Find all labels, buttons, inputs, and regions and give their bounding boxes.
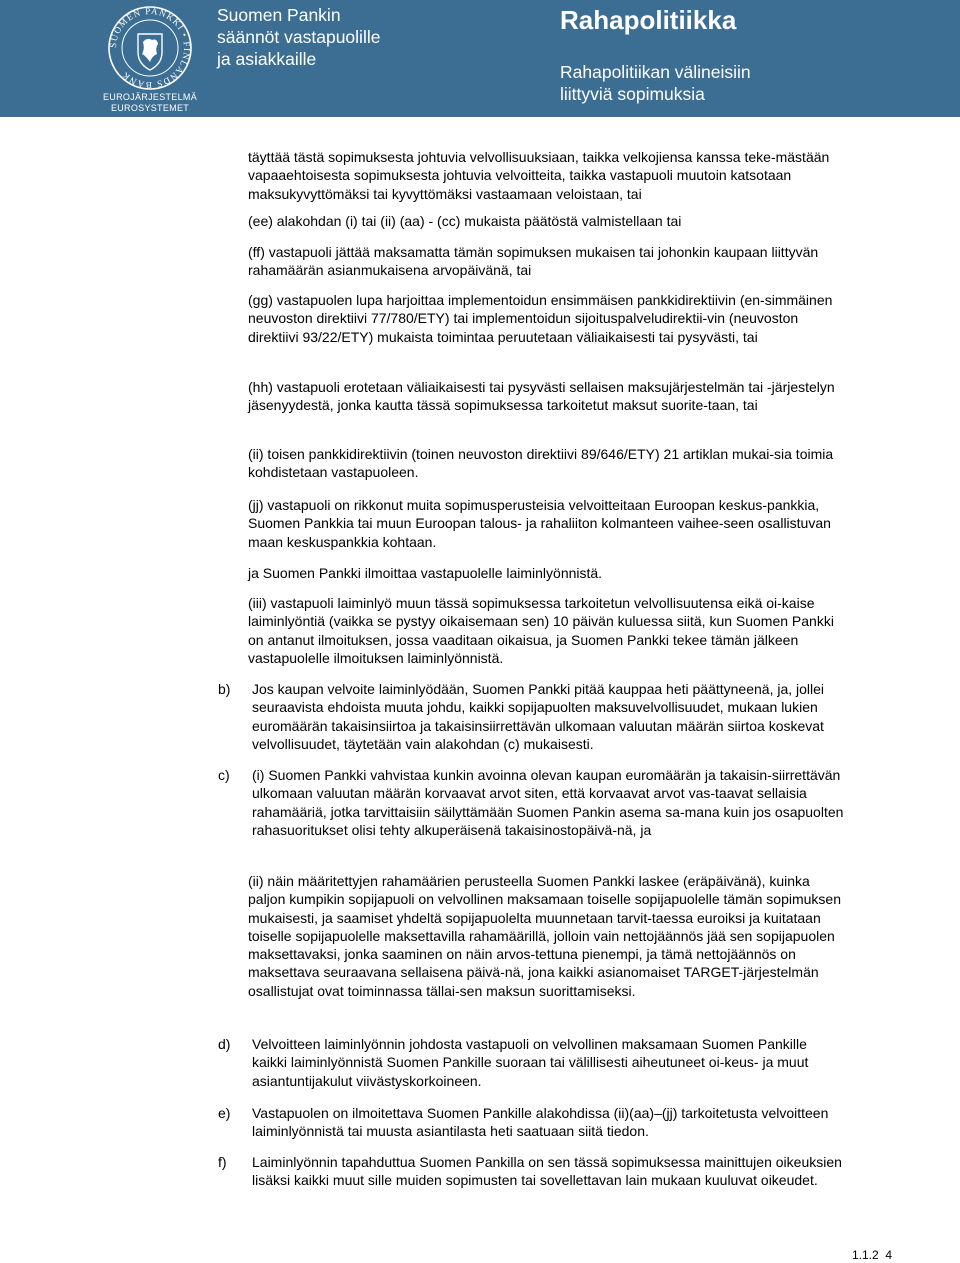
paragraph-ee: (ee) alakohdan (i) tai (ii) (aa) - (cc) mukaista päätöstä valmistellaan tai	[248, 213, 682, 229]
list-text: Laiminlyönnin tapahduttua Suomen Pankilla on sen tässä sopimuksessa mainittujen oikeuksien lisäksi kaikki muut sille muiden sopimusten tai sovellettavan lain mukaan kuuluvat oikeudet.	[252, 1154, 842, 1189]
list-text: (i) Suomen Pankki vahvistaa kunkin avoinna olevan kaupan euromäärän ja takaisin-siirrettävän ulkomaan valuutan määrän korvaavat arvot siten, että korvaavat arvot vas-taavat sellaisia rahamääriä, jotka tarvittaisiin säilyttämään Suomen Pankin asema sa-mana kuin jos osapuolten rahasuoritukset olisi tehty alkuperäisenä takaisinostopäivä-nä, ja	[252, 767, 844, 838]
paragraph-intro: täyttää tästä sopimuksesta johtuvia velvollisuuksiaan, taikka velkojiensa kanssa teke-mästään vapaaehtoisesta sopimuksesta johtuvia velvoitteita, taikka vastapuoli muutoin katsotaan maksukyvyttömäksi tai kyvyttömäksi vastaamaan veloistaan, tai	[248, 149, 830, 202]
section-number: 1.1.2	[852, 1248, 879, 1262]
page-number: 4	[885, 1248, 893, 1262]
list-label: f)	[218, 1154, 227, 1170]
list-label: e)	[218, 1105, 231, 1121]
list-item-b	[218, 680, 844, 753]
header-title: Rahapolitiikka	[560, 5, 737, 35]
list-label: d)	[218, 1036, 231, 1052]
header-subtitle-line: liittyviä sopimuksia	[560, 84, 705, 104]
list-item-e	[218, 1104, 844, 1141]
paragraph-gg: (gg) vastapuolen lupa harjoittaa implementoidun ensimmäisen pankkidirektiivin (en-simmäinen neuvoston direktiivi 77/780/ETY) tai implementoidun sijoituspalveludirektii-vin (neuvoston direktiivi 93/22/ETY) mukaista toimintaa peruutetaan väliaikaisesti tai pysyvästi, tai	[248, 292, 833, 345]
paragraph-iii: (iii) vastapuoli laiminlyö muun tässä sopimuksessa tarkoitetun velvollisuutensa eikä oi-kaise laiminlyöntiä (vaikka se pystyy oikaisemaan sen) 10 päivän kuluessa siitä, kun Suomen Pankki on antanut ilmoituksen, jossa vaaditaan oikaisua, ja Suomen Pankki tekee tämän jälkeen vastapuolelle ilmoituksen laiminlyönnistä.	[248, 595, 834, 666]
svg-text:SUOMEN PANKKI • FINLANDS BANK: SUOMEN PANKKI • FINLANDS BANK	[107, 5, 193, 91]
logo-caption: EUROJÄRJESTELMÄ EUROSYSTEMET	[102, 92, 198, 113]
list-item-c	[218, 766, 844, 839]
header-publisher-line: säännöt vastapuolille	[217, 27, 381, 47]
paragraph-ff: (ff) vastapuoli jättää maksamatta tämän sopimuksen mukaisen tai johonkin kaupaan liittyvän rahamäärän asianmukaisena arvopäivänä, tai	[248, 244, 819, 279]
header-publisher-line: Suomen Pankin	[217, 5, 341, 25]
paragraph-ii: (ii) toisen pankkidirektiivin (toinen neuvoston direktiivi 89/646/ETY) 21 artiklan mukai-sia toimia kohdistetaan vastapuoleen.	[248, 446, 834, 481]
paragraph-hh: (hh) vastapuoli erotetaan väliaikaisesti tai pysyvästi sellaisen maksujärjestelmän tai -järjestelyn jäsenyydestä, jonka kautta tässä sopimuksessa tarkoitetut maksut suorite-taan, tai	[248, 379, 835, 414]
list-text: Jos kaupan velvoite laiminlyödään, Suomen Pankki pitää kauppaa heti päättyneenä, ja, jollei seuraavista ehdoista muuta johdu, kaikki sopijapuolten maksuvelvollisuudet, mukaan lukien euromäärän takaisinsiirtoa ja takaisinsiirrettävän ulkomaan valuutan määrän siirtoa koskevat velvollisuudet, täytetään vain alakohdan (c) mukaisesti.	[252, 681, 825, 752]
page-footer	[852, 1248, 892, 1262]
paragraph-notice: ja Suomen Pankki ilmoittaa vastapuolelle laiminlyönnistä.	[248, 565, 603, 581]
paragraph-jj: (jj) vastapuoli on rikkonut muita sopimusperusteisia velvoitteitaan Euroopan keskus-pankkia, Suomen Pankkia tai muun Euroopan talous- ja rahaliiton kolmanteen vaihee-seen osallistuvan maan keskuspankkia kohtaan.	[248, 497, 831, 550]
list-text: Vastapuolen on ilmoitettava Suomen Pankille alakohdissa (ii)(aa)–(jj) tarkoitetusta velvoitteen laiminlyönnistä tai muusta asiantilasta heti saatuaan siitä tiedon.	[252, 1105, 829, 1140]
list-text: Velvoitteen laiminlyönnin johdosta vastapuoli on velvollinen maksamaan Suomen Pankille kaikki laiminlyönnistä Suomen Pankille suoraan tai välillisesti aiheutuneet oi-keus- ja muut asiantuntijakulut viivästyskorkoineen.	[252, 1036, 809, 1089]
list-item-d	[218, 1035, 844, 1090]
header-publisher-line: ja asiakkaille	[217, 49, 317, 69]
list-item-f	[218, 1153, 844, 1190]
list-label: c)	[218, 767, 230, 783]
list-label: b)	[218, 681, 231, 697]
paragraph-c-ii: (ii) näin määritettyjen rahamäärien perusteella Suomen Pankki laskee (eräpäivänä), kuinka paljon kumpikin sopijapuoli on velvollinen maksamaan toiselle sopijapuolelle tämän sopimuksen mukaisesti, ja saamiset yhdeltä sopijapuolelta muunnetaan tarvit-taessa euroiksi ja kuitataan toiselle sopijapuolelle maksettavilla rahamäärillä, jolloin vain nettojäännös jää sen sopijapuolen maksettavaksi, jonka saaminen on näin arvos-tettuna pienempi, ja tämä nettojäännös on maksettava seuraavana sellaisena päivä-nä, jona kaikki asianomaiset TARGET-järjestelmän osallistujat ovat toiminnassa tällai-sen maksun suorittamiseksi.	[248, 873, 842, 999]
header-subtitle-line: Rahapolitiikan välineisiin	[560, 62, 751, 82]
